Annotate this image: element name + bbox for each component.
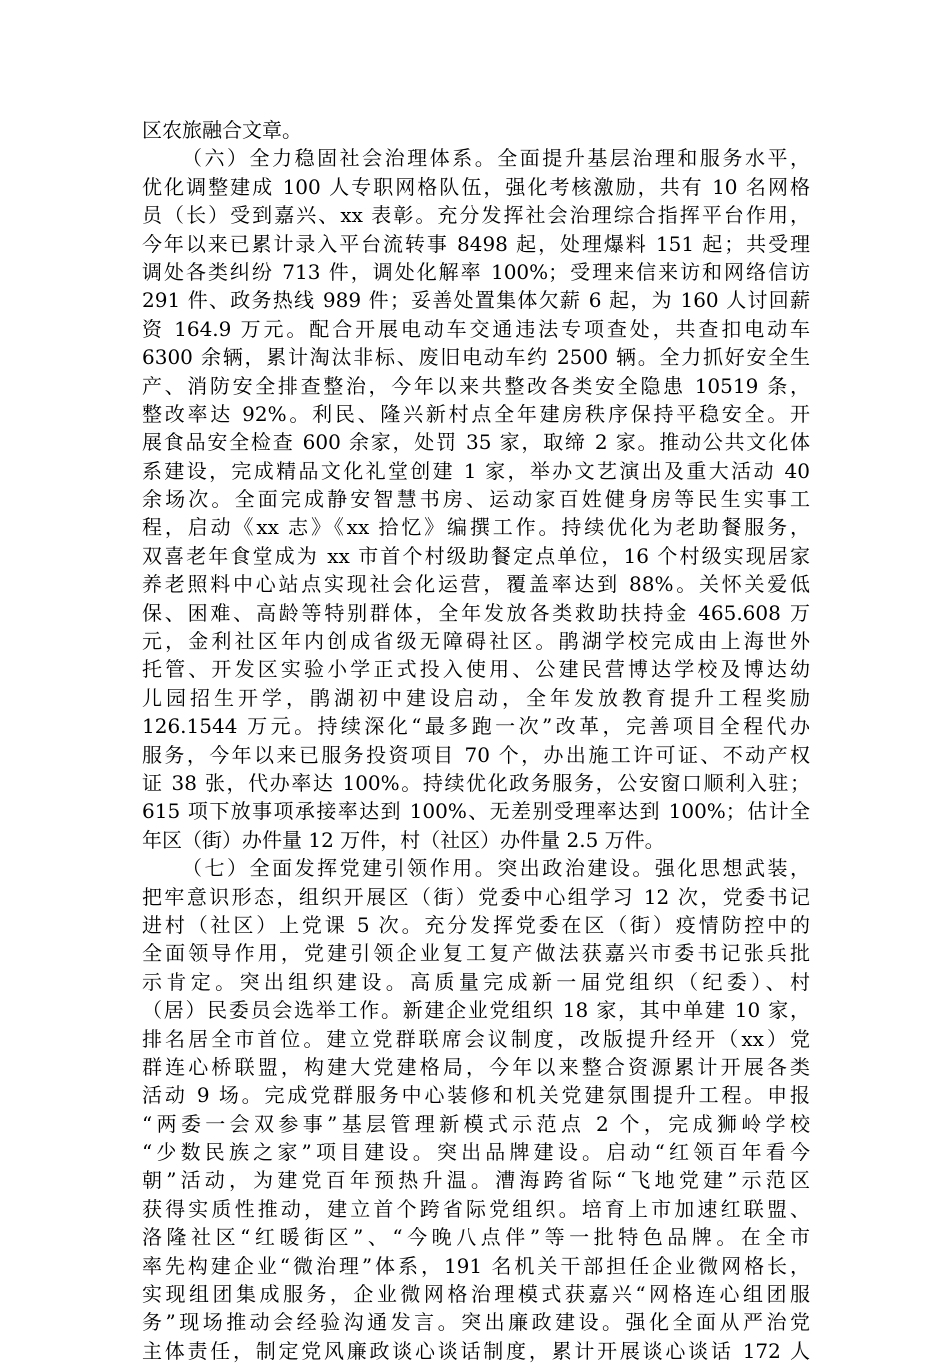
paragraph-heading-6: （六）全力稳固社会治理体系。全面提升基层治理和服务水平， <box>182 146 810 171</box>
text-line: 托管、开发区实验小学正式投入使用、公建民营博达学校及博达幼 <box>142 657 810 682</box>
text-line: 系建设，完成精品文化礼堂创建 1 家，举办文艺演出及重大活动 40 <box>142 458 810 483</box>
text-line: （居）民委员会选举工作。新建企业党组织 18 家，其中单建 10 家， <box>142 998 810 1023</box>
paragraph-heading-7: （七）全面发挥党建引领作用。突出政治建设。强化思想武装， <box>182 856 810 881</box>
text-line: 排名居全市首位。建立党群联席会议制度，改版提升经开（xx）党 <box>142 1026 810 1051</box>
text-line: 程，启动《xx 志》《xx 拾忆》编撰工作。持续优化为老助餐服务， <box>142 515 810 540</box>
text-line: “两委一会双参事”基层管理新模式示范点 2 个，完成狮岭学校 <box>142 1111 810 1136</box>
text-line: 615 项下放事项承接率达到 100%、无差别受理率达到 100%；估计全 <box>142 799 810 824</box>
text-line: 务”现场推动会经验沟通发言。突出廉政建设。强化全面从严治党 <box>142 1310 810 1335</box>
text-line: 示肯定。突出组织建设。高质量完成新一届党组织（纪委）、村 <box>142 969 810 994</box>
text-line: 全面领导作用，党建引领企业复工复产做法获嘉兴市委书记张兵批 <box>142 941 810 966</box>
text-line: 元，金利社区年内创成省级无障碍社区。鹃湖学校完成由上海世外 <box>142 629 810 654</box>
text-line: 双喜老年食堂成为 xx 市首个村级助餐定点单位，16 个村级实现居家 <box>142 543 810 568</box>
text-line: 儿园招生开学，鹃湖初中建设启动，全年发放教育提升工程奖励 <box>142 685 810 710</box>
text-line: 整改率达 92%。利民、隆兴新村点全年建房秩序保持平稳安全。开 <box>142 401 810 426</box>
text-line: 实现组团集成服务，企业微网格治理模式获嘉兴“网格连心组团服 <box>142 1282 810 1307</box>
text-line: 群连心桥联盟，构建大党建格局，今年以来整合资源累计开展各类 <box>142 1054 810 1079</box>
text-line: 员（长）受到嘉兴、xx 表彰。充分发挥社会治理综合指挥平台作用， <box>142 203 810 228</box>
text-line: 证 38 张，代办率达 100%。持续优化政务服务，公安窗口顺利入驻； <box>142 770 810 795</box>
text-line: 6300 余辆，累计淘汰非标、废旧电动车约 2500 辆。全力抓好安全生 <box>142 345 810 370</box>
text-line: 291 件、政务热线 989 件；妥善处置集体欠薪 6 起，为 160 人讨回薪 <box>142 288 810 313</box>
document-body <box>142 116 810 1365</box>
text-line: 优化调整建成 100 人专职网格队伍，强化考核激励，共有 10 名网格 <box>142 174 810 199</box>
text-line: 把牢意识形态，组织开展区（街）党委中心组学习 12 次，党委书记 <box>142 884 810 909</box>
text-line: 年区（街）办件量 12 万件，村（社区）办件量 2.5 万件。 <box>142 827 665 852</box>
text-line: 活动 9 场。完成党群服务中心装修和机关党建氛围提升工程。申报 <box>142 1083 810 1108</box>
text-line: 保、困难、高龄等特别群体，全年发放各类救助扶持金 465.608 万 <box>142 600 810 625</box>
text-line: 余场次。全面完成静安智慧书房、运动家百姓健身房等民生实事工 <box>142 487 810 512</box>
text-line: 产、消防安全排查整治，今年以来共整改各类安全隐患 10519 条， <box>142 373 810 398</box>
text-line: 进村（社区）上党课 5 次。充分发挥党委在区（街）疫情防控中的 <box>142 912 810 937</box>
text-line: “少数民族之家”项目建设。突出品牌建设。启动“红领百年看今 <box>142 1140 810 1165</box>
text-line: 调处各类纠纷 713 件，调处化解率 100%；受理来信来访和网络信访 <box>142 259 810 284</box>
text-line: 获得实质性推动，建立首个跨省际党组织。培育上市加速红联盟、 <box>142 1196 810 1221</box>
text-line: 服务，今年以来已服务投资项目 70 个，办出施工许可证、不动产权 <box>142 742 810 767</box>
text-line: 展食品安全检查 600 余家，处罚 35 家，取缔 2 家。推动公共文化体 <box>142 430 810 455</box>
text-line: 主体责任，制定党风廉政谈心谈话制度，累计开展谈心谈话 172 人 <box>142 1338 810 1363</box>
text-line: 养老照料中心站点实现社会化运营，覆盖率达到 88%。关怀关爱低 <box>142 572 810 597</box>
text-line: 区农旅融合文章。 <box>142 118 302 142</box>
text-line: 率先构建企业“微治理”体系，191 名机关干部担任企业微网格长， <box>142 1253 810 1278</box>
text-line: 今年以来已累计录入平台流转事 8498 起，处理爆料 151 起；共受理 <box>142 231 810 256</box>
text-line: 洛隆社区“红暖街区”、“今晚八点伴”等一批特色品牌。在全市 <box>142 1225 810 1250</box>
text-line: 朝”活动，为建党百年预热升温。漕海跨省际“飞地党建”示范区 <box>142 1168 810 1193</box>
text-line: 资 164.9 万元。配合开展电动车交通违法专项查处，共查扣电动车 <box>142 316 810 341</box>
text-line: 126.1544 万元。持续深化“最多跑一次”改革，完善项目全程代办 <box>142 714 810 739</box>
